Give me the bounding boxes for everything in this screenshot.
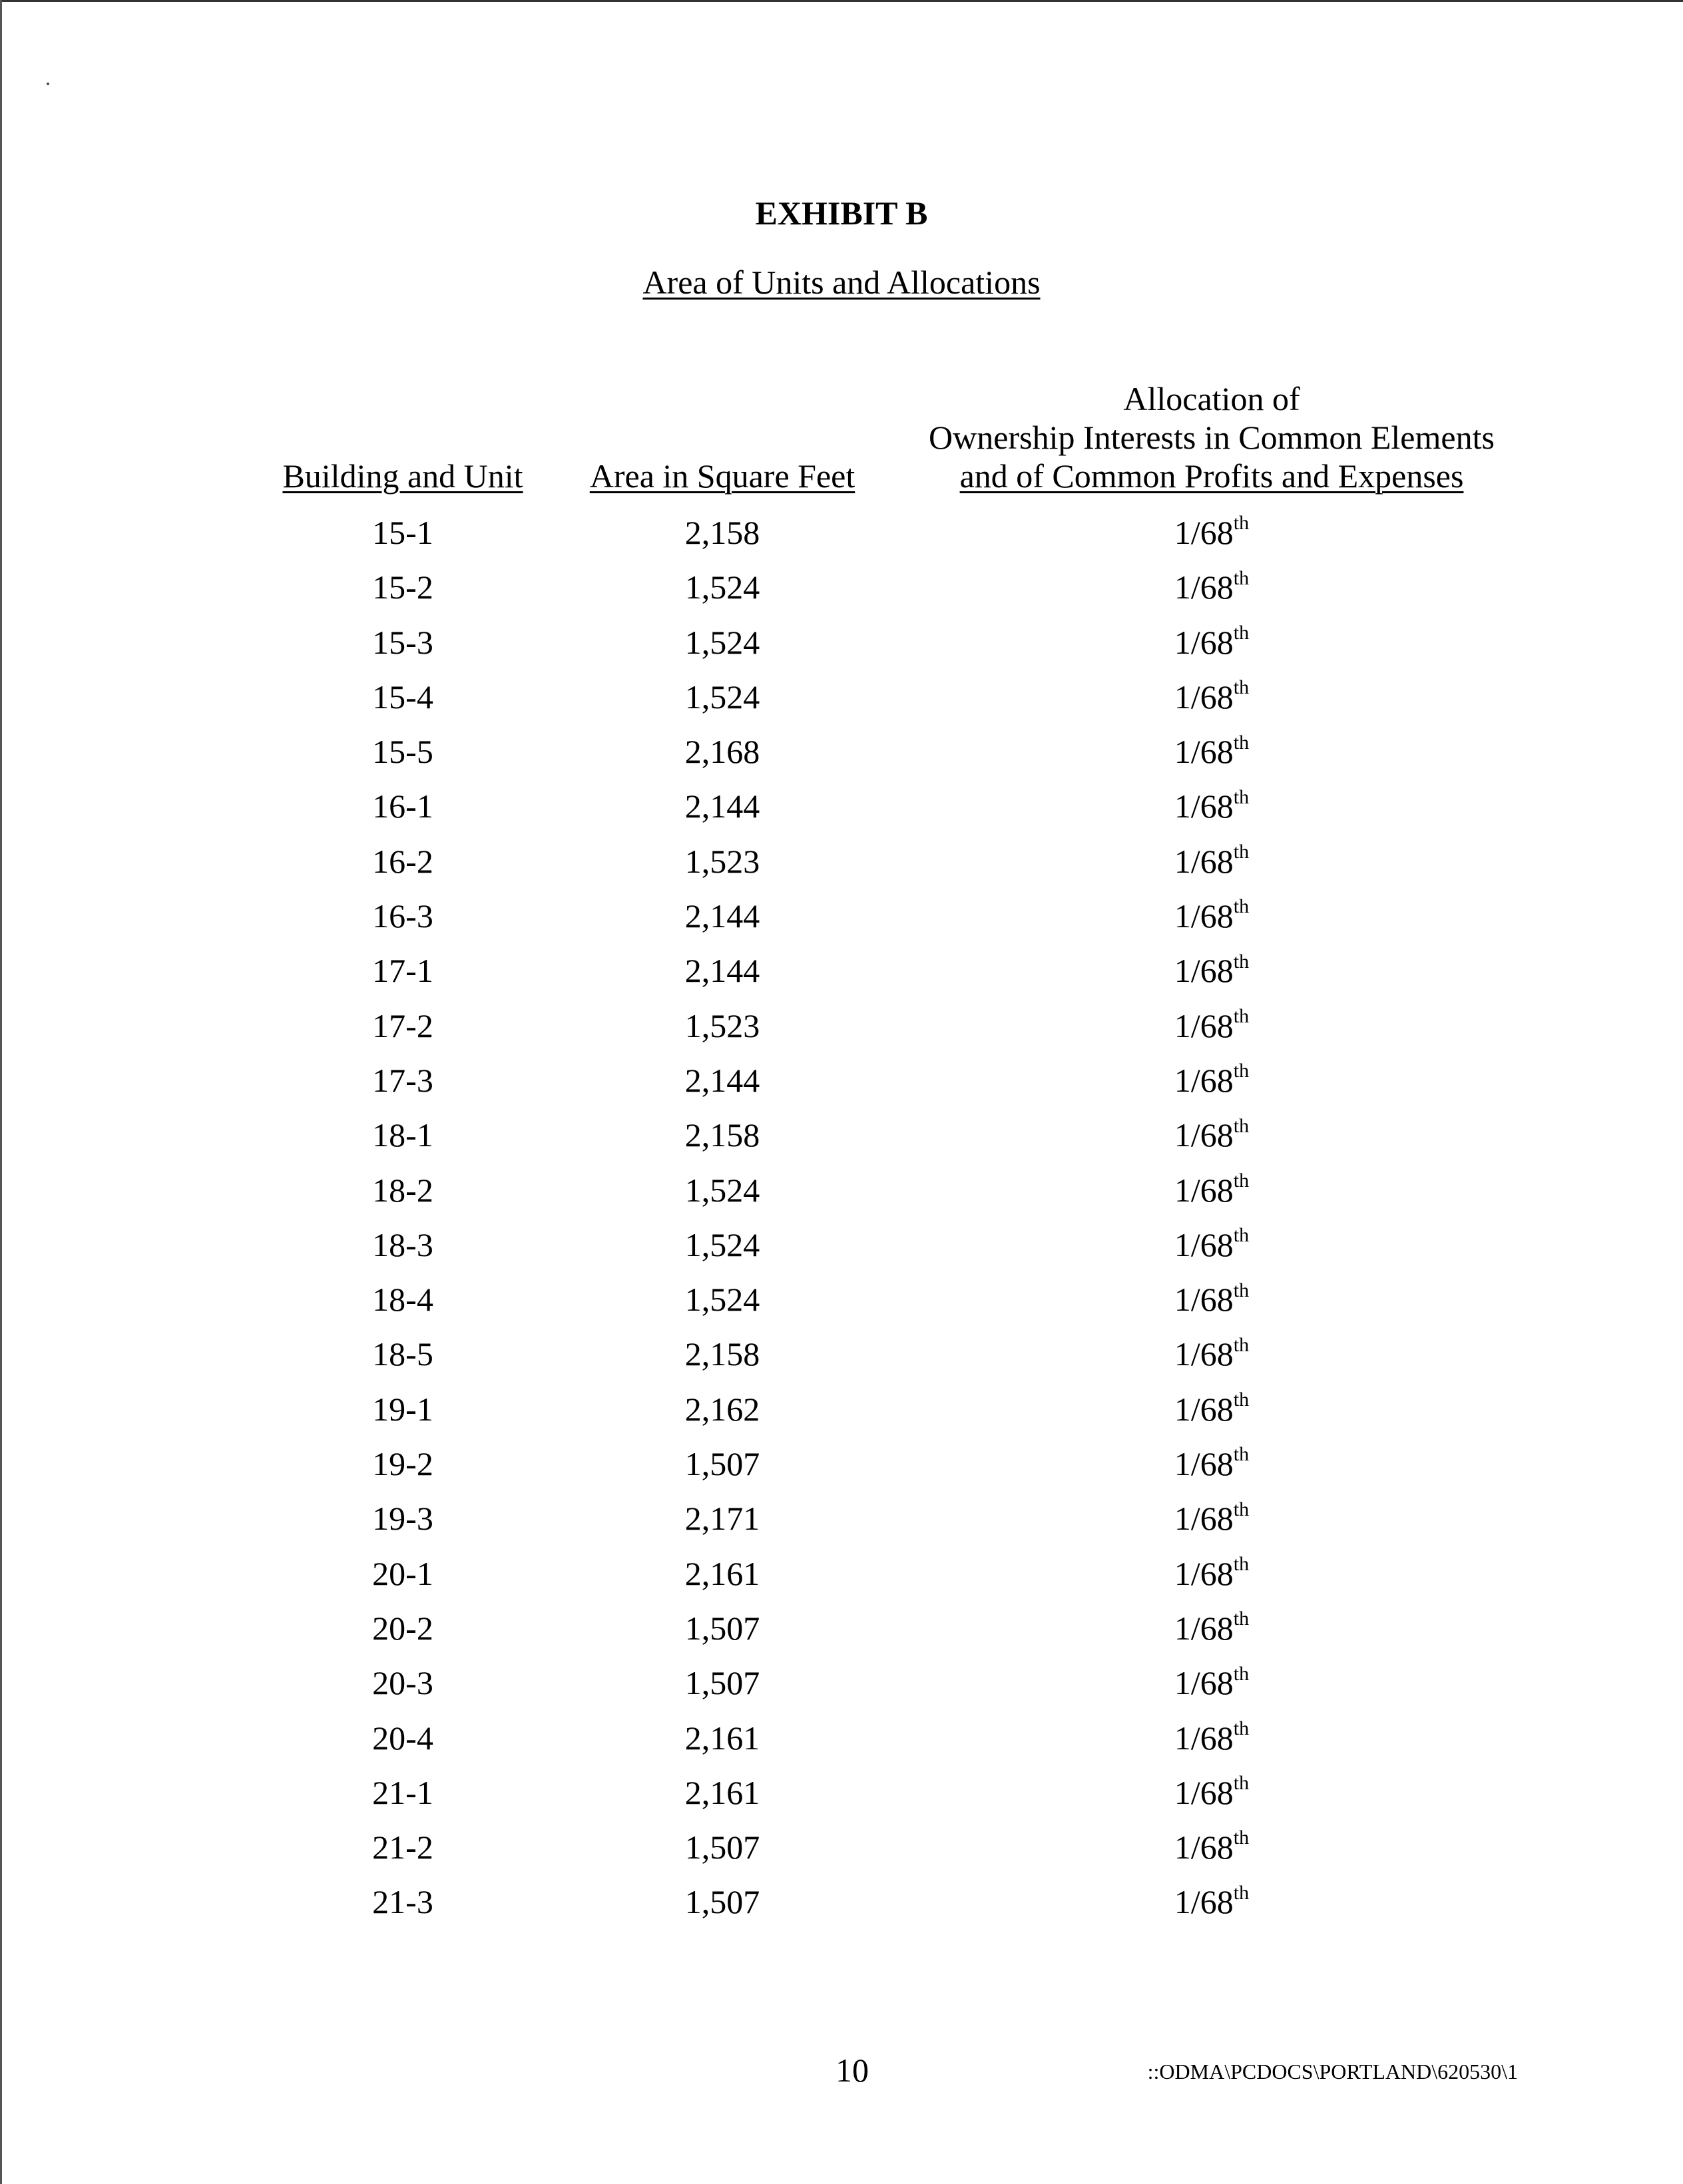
allocation-ordinal-suffix: th [1233, 1881, 1250, 1904]
table-row [0, 1060, 1683, 1115]
table-row [0, 786, 1683, 841]
unit-cell: 15-3 [372, 623, 433, 661]
allocation-fraction: 1/68 [1174, 678, 1234, 716]
allocation-fraction: 1/68 [1174, 1773, 1234, 1811]
allocation-fraction: 1/68 [1174, 1664, 1234, 1702]
area-cell: 2,168 [684, 733, 760, 771]
area-cell: 1,524 [684, 678, 760, 716]
allocation-fraction: 1/68 [1174, 842, 1234, 880]
allocation-ordinal-suffix: th [1233, 785, 1250, 808]
unit-cell: 15-5 [372, 733, 433, 771]
area-cell: 2,158 [684, 514, 760, 551]
allocation-cell [1079, 1060, 1345, 1100]
unit-cell: 19-3 [372, 1500, 433, 1538]
allocation-table-body [0, 513, 1683, 1937]
unit-cell: 16-1 [372, 787, 433, 825]
allocation-ordinal-suffix: th [1233, 950, 1250, 973]
allocation-ordinal-suffix: th [1233, 621, 1250, 644]
allocation-ordinal-suffix: th [1233, 1060, 1250, 1082]
allocation-cell [1079, 1115, 1345, 1155]
table-row [0, 567, 1683, 622]
table-row [0, 1608, 1683, 1663]
allocation-ordinal-suffix: th [1233, 566, 1250, 589]
header-allocation-line2: Ownership Interests in Common Elements [929, 419, 1495, 456]
allocation-cell [1079, 1334, 1345, 1374]
allocation-ordinal-suffix: th [1233, 1772, 1250, 1795]
allocation-cell [1079, 1225, 1345, 1265]
allocation-cell [1079, 841, 1345, 881]
unit-cell: 18-5 [372, 1335, 433, 1373]
allocation-cell [1079, 1773, 1345, 1813]
unit-cell: 16-3 [372, 897, 433, 935]
table-row [0, 1663, 1683, 1717]
allocation-fraction: 1/68 [1174, 568, 1234, 606]
unit-cell: 18-3 [372, 1225, 433, 1263]
area-cell: 2,161 [684, 1719, 760, 1757]
unit-cell: 21-1 [372, 1773, 433, 1811]
table-row [0, 1006, 1683, 1060]
allocation-cell [1079, 567, 1345, 607]
allocation-fraction: 1/68 [1174, 897, 1234, 935]
header-allocation [905, 379, 1518, 495]
table-row [0, 841, 1683, 896]
table-row [0, 732, 1683, 786]
allocation-cell [1079, 622, 1345, 662]
area-cell: 2,162 [684, 1390, 760, 1428]
table-row [0, 1444, 1683, 1498]
table-row [0, 622, 1683, 677]
table-row [0, 513, 1683, 567]
exhibit-title: EXHIBIT B [755, 194, 928, 232]
unit-cell: 16-2 [372, 842, 433, 880]
allocation-fraction: 1/68 [1174, 1445, 1234, 1483]
allocation-fraction: 1/68 [1174, 1335, 1234, 1373]
table-row [0, 677, 1683, 732]
allocation-cell [1079, 732, 1345, 771]
allocation-ordinal-suffix: th [1233, 1333, 1250, 1356]
area-cell: 1,507 [684, 1445, 760, 1483]
allocation-ordinal-suffix: th [1233, 1005, 1250, 1028]
area-cell: 1,507 [684, 1609, 760, 1647]
table-row [0, 1718, 1683, 1773]
table-row [0, 1389, 1683, 1444]
unit-cell: 18-1 [372, 1116, 433, 1154]
allocation-fraction: 1/68 [1174, 1500, 1234, 1538]
area-cell: 2,171 [684, 1500, 760, 1538]
unit-cell: 17-3 [372, 1061, 433, 1099]
allocation-fraction: 1/68 [1174, 1829, 1234, 1866]
area-cell: 2,144 [684, 787, 760, 825]
allocation-fraction: 1/68 [1174, 623, 1234, 661]
top-edge-rule [0, 0, 1683, 2]
allocation-ordinal-suffix: th [1233, 895, 1250, 918]
table-row [0, 1279, 1683, 1334]
allocation-ordinal-suffix: th [1233, 1224, 1250, 1247]
allocation-fraction: 1/68 [1174, 1225, 1234, 1263]
unit-cell: 20-2 [372, 1609, 433, 1647]
allocation-cell [1079, 677, 1345, 717]
allocation-cell [1079, 1608, 1345, 1648]
allocation-cell [1079, 1827, 1345, 1867]
area-cell: 2,144 [684, 1061, 760, 1099]
header-building-unit [253, 457, 553, 495]
unit-cell: 19-2 [372, 1445, 433, 1483]
allocation-cell [1079, 1170, 1345, 1210]
allocation-fraction: 1/68 [1174, 952, 1234, 990]
allocation-cell [1079, 951, 1345, 990]
table-row [0, 1498, 1683, 1553]
allocation-cell [1079, 1882, 1345, 1922]
table-row [0, 1827, 1683, 1882]
header-allocation-line1: Allocation of [1123, 380, 1300, 417]
unit-cell: 21-2 [372, 1829, 433, 1866]
allocation-ordinal-suffix: th [1233, 512, 1250, 535]
allocation-fraction: 1/68 [1174, 1609, 1234, 1647]
table-row [0, 1773, 1683, 1827]
allocation-cell [1079, 1663, 1345, 1703]
area-cell: 1,507 [684, 1883, 760, 1921]
page-number: 10 [836, 2052, 869, 2089]
area-cell: 1,507 [684, 1664, 760, 1702]
allocation-cell [1079, 1389, 1345, 1429]
allocation-fraction: 1/68 [1174, 1390, 1234, 1428]
allocation-fraction: 1/68 [1174, 1061, 1234, 1099]
allocation-ordinal-suffix: th [1233, 1443, 1250, 1466]
allocation-ordinal-suffix: th [1233, 1552, 1250, 1575]
area-cell: 1,524 [684, 1171, 760, 1209]
allocation-ordinal-suffix: th [1233, 1169, 1250, 1192]
allocation-fraction: 1/68 [1174, 1171, 1234, 1209]
allocation-ordinal-suffix: th [1233, 1389, 1250, 1411]
unit-cell: 17-2 [372, 1006, 433, 1044]
table-row [0, 896, 1683, 951]
area-cell: 1,507 [684, 1829, 760, 1866]
allocation-cell [1079, 1444, 1345, 1484]
allocation-ordinal-suffix: th [1233, 1717, 1250, 1739]
allocation-ordinal-suffix: th [1233, 731, 1250, 754]
allocation-fraction: 1/68 [1174, 733, 1234, 771]
allocation-cell [1079, 1498, 1345, 1538]
unit-cell: 20-1 [372, 1554, 433, 1592]
table-row [0, 1334, 1683, 1389]
allocation-fraction: 1/68 [1174, 1554, 1234, 1592]
allocation-fraction: 1/68 [1174, 514, 1234, 551]
area-cell: 2,161 [684, 1554, 760, 1592]
unit-cell: 18-4 [372, 1281, 433, 1319]
area-cell: 2,144 [684, 952, 760, 990]
allocation-fraction: 1/68 [1174, 1116, 1234, 1154]
exhibit-subtitle: Area of Units and Allocations [642, 264, 1041, 301]
unit-cell: 20-3 [372, 1664, 433, 1702]
allocation-ordinal-suffix: th [1233, 1608, 1250, 1630]
header-building-unit-label: Building and Unit [282, 457, 523, 495]
allocation-fraction: 1/68 [1174, 1006, 1234, 1044]
allocation-fraction: 1/68 [1174, 787, 1234, 825]
allocation-ordinal-suffix: th [1233, 1114, 1250, 1137]
table-row [0, 1882, 1683, 1936]
area-cell: 1,524 [684, 1225, 760, 1263]
area-cell: 2,158 [684, 1335, 760, 1373]
scan-speck [47, 83, 49, 85]
allocation-cell [1079, 1554, 1345, 1594]
header-area [559, 457, 885, 495]
unit-cell: 18-2 [372, 1171, 433, 1209]
area-cell: 1,523 [684, 1006, 760, 1044]
allocation-cell [1079, 513, 1345, 552]
header-area-label: Area in Square Feet [589, 457, 855, 495]
allocation-ordinal-suffix: th [1233, 1827, 1250, 1849]
allocation-cell [1079, 1006, 1345, 1046]
table-row [0, 1170, 1683, 1225]
allocation-cell [1079, 1718, 1345, 1758]
unit-cell: 17-1 [372, 952, 433, 990]
unit-cell: 15-4 [372, 678, 433, 716]
unit-cell: 21-3 [372, 1883, 433, 1921]
area-cell: 2,144 [684, 897, 760, 935]
unit-cell: 15-1 [372, 514, 433, 551]
area-cell: 1,524 [684, 568, 760, 606]
area-cell: 2,158 [684, 1116, 760, 1154]
unit-cell: 20-4 [372, 1719, 433, 1757]
area-cell: 1,523 [684, 842, 760, 880]
allocation-cell [1079, 1279, 1345, 1319]
area-cell: 1,524 [684, 623, 760, 661]
area-cell: 2,161 [684, 1773, 760, 1811]
table-row [0, 951, 1683, 1005]
allocation-fraction: 1/68 [1174, 1719, 1234, 1757]
unit-cell: 15-2 [372, 568, 433, 606]
area-cell: 1,524 [684, 1281, 760, 1319]
header-allocation-line3: and of Common Profits and Expenses [959, 457, 1464, 495]
table-row [0, 1225, 1683, 1279]
allocation-ordinal-suffix: th [1233, 841, 1250, 863]
allocation-ordinal-suffix: th [1233, 1662, 1250, 1685]
table-row [0, 1115, 1683, 1170]
allocation-cell [1079, 786, 1345, 826]
allocation-ordinal-suffix: th [1233, 676, 1250, 699]
allocation-fraction: 1/68 [1174, 1883, 1234, 1921]
allocation-fraction: 1/68 [1174, 1281, 1234, 1319]
allocation-ordinal-suffix: th [1233, 1279, 1250, 1301]
allocation-ordinal-suffix: th [1233, 1498, 1250, 1520]
unit-cell: 19-1 [372, 1390, 433, 1428]
allocation-cell [1079, 896, 1345, 936]
table-row [0, 1554, 1683, 1608]
document-id: ::ODMA\PCDOCS\PORTLAND\620530\1 [1147, 2060, 1518, 2083]
